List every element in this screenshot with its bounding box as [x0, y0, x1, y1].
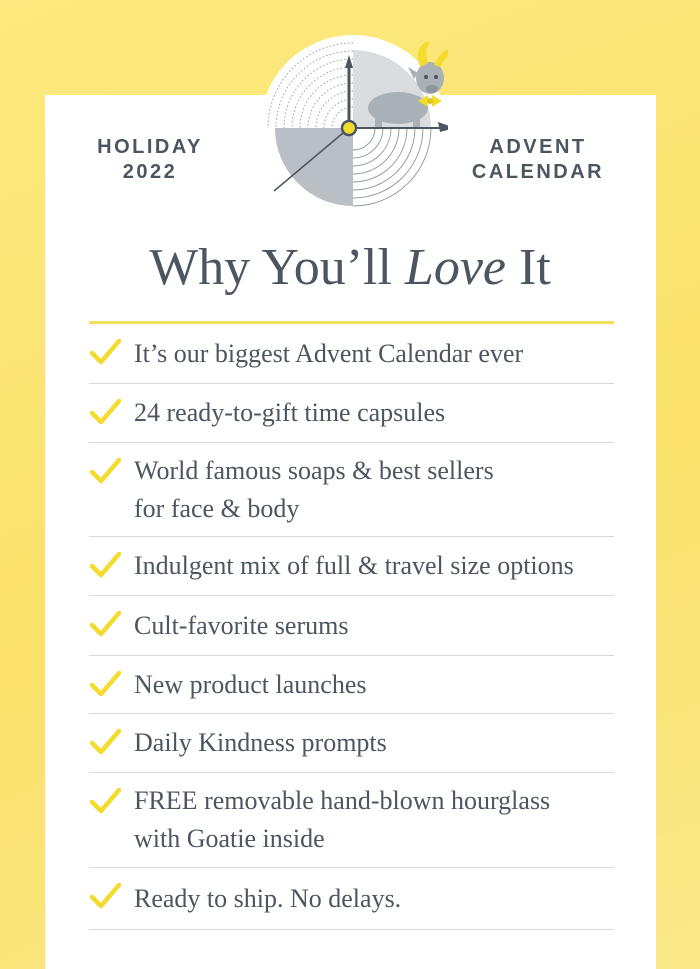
advent-calendar-label: ADVENT CALENDAR	[471, 136, 605, 183]
title-start: Why You’ll	[149, 239, 405, 296]
checkmark-icon	[89, 551, 121, 579]
holiday-year-label: HOLIDAY 2022	[97, 136, 203, 183]
list-item	[89, 324, 614, 384]
checkmark-icon	[89, 457, 121, 485]
checkmark-icon	[89, 787, 121, 815]
title-emphasis: Love	[404, 239, 507, 296]
list-item	[89, 384, 614, 443]
list-item	[89, 537, 614, 596]
feature-text: Indulgent mix of full & travel size options	[134, 551, 574, 580]
list-item	[89, 596, 614, 656]
feature-text: FREE removable hand-blown hourglass with Goatie inside	[134, 786, 551, 853]
list-item	[89, 714, 614, 773]
checkmark-icon	[89, 610, 121, 638]
feature-text: Daily Kindness prompts	[134, 728, 387, 757]
title-end: It	[506, 239, 551, 296]
feature-list	[89, 324, 614, 930]
feature-text: Ready to ship. No delays.	[134, 883, 402, 913]
feature-text: New product launches	[134, 669, 367, 699]
feature-text: World famous soaps & best sellers for face & body	[134, 455, 494, 523]
checkmark-icon	[89, 338, 121, 366]
list-item	[89, 868, 614, 930]
checkmark-icon	[89, 728, 121, 756]
list-item	[89, 773, 614, 868]
feature-text: Cult-favorite serums	[134, 610, 349, 640]
page-title	[0, 238, 700, 298]
checkmark-icon	[89, 670, 121, 698]
checkmark-icon	[89, 882, 121, 910]
list-item	[89, 443, 614, 537]
feature-text: It’s our biggest Advent Calendar ever	[134, 338, 524, 368]
checkmark-icon	[89, 398, 121, 426]
list-item	[89, 656, 614, 714]
clock-goat-icon	[258, 33, 448, 223]
feature-text: 24 ready-to-gift time capsules	[134, 398, 446, 427]
